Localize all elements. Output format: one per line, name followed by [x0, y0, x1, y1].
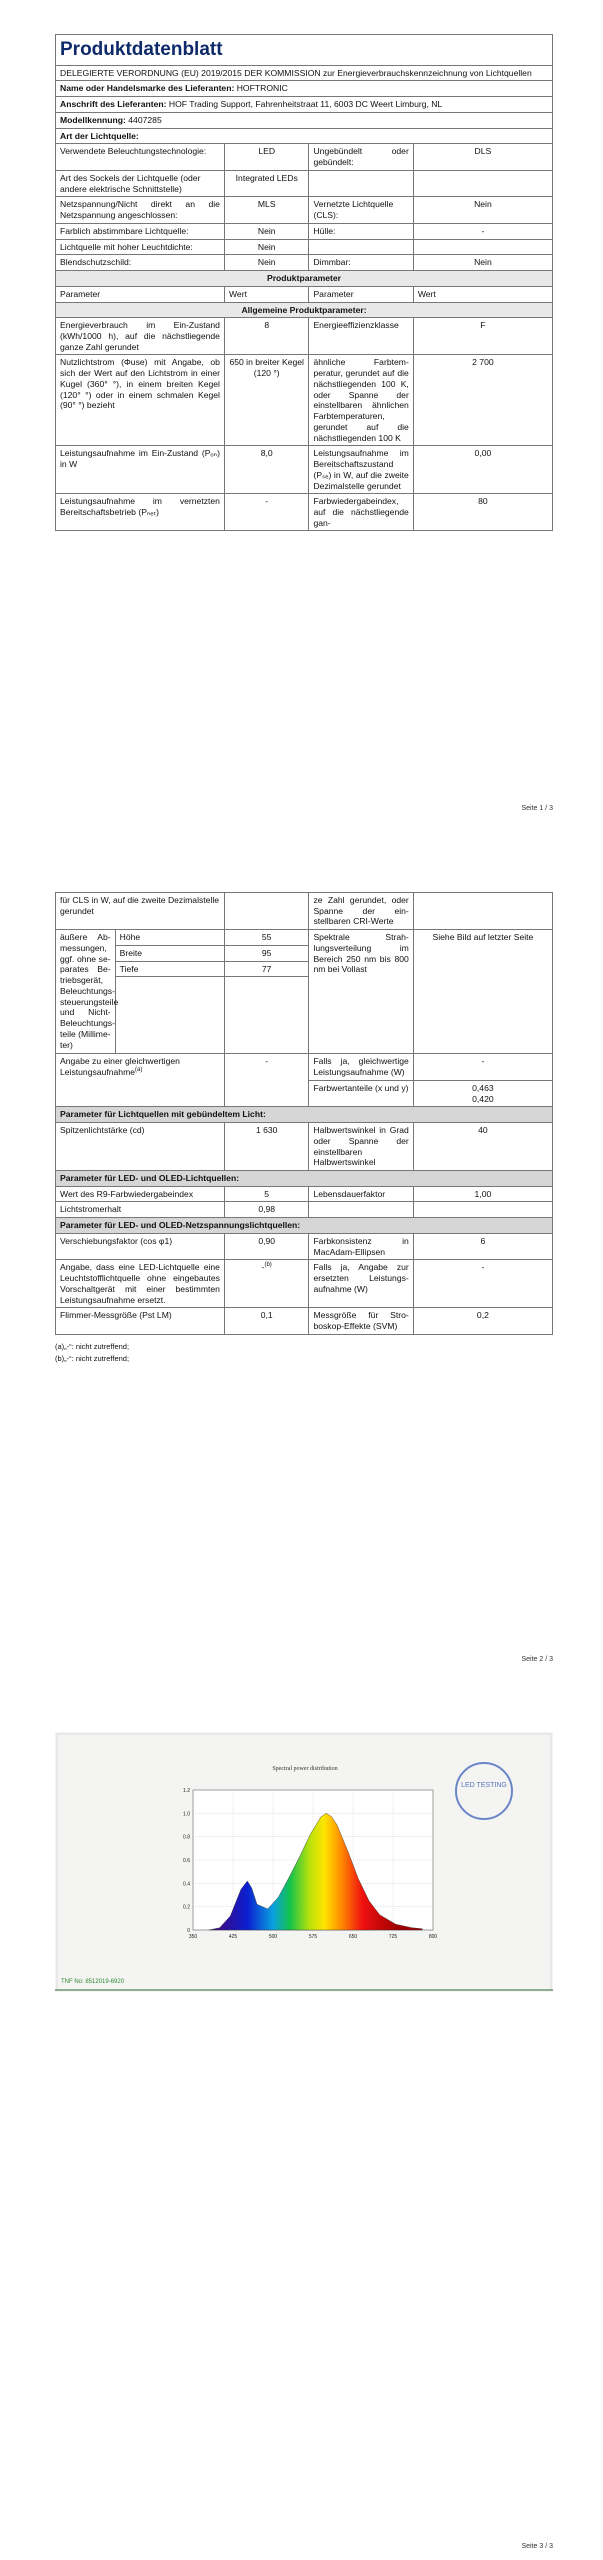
energy-class-label: Energieeffizienzklasse — [309, 318, 413, 355]
y-tick-label: 0.6 — [183, 1858, 190, 1864]
dimmable-value: Nein — [413, 255, 552, 271]
footnote-marker: (a) — [135, 1067, 143, 1074]
y-tick-label: 1.2 — [183, 1788, 190, 1794]
x-tick-label: 650 — [348, 1934, 358, 1940]
peak-intensity-value: 1 630 — [224, 1123, 308, 1171]
on-mode-power-label: Leistungsaufnahme im Ein-Zustand (Pₒₙ) in W — [56, 446, 225, 494]
lumen-maintenance-label: Lichtstromerhalt — [56, 1202, 225, 1218]
led-band: Parameter für LED- und OLED-Lichtquellen: — [56, 1171, 553, 1187]
table-row — [56, 1260, 553, 1308]
cap-label: Art des Sockels der Lichtquelle (oder andere elektrische Schnittstelle) — [56, 170, 225, 196]
report-footer: TNF No: 8512019-6920 — [61, 1979, 125, 1985]
survival-value: 1,00 — [413, 1186, 552, 1202]
useful-flux-label: Nutzlichtstrom (Φuse) mit Angabe, ob sich der Wert auf den Lichtstrom in einer Kugel (360° °), in einem breiten Kegel (120° °) oder in einem schmalen Kegel (90° °) bezieht — [56, 355, 225, 446]
empty-cell — [224, 893, 308, 930]
column-header: Parameter — [309, 286, 413, 302]
y-tick-label: 1.0 — [183, 1811, 190, 1818]
glare-value: Nein — [224, 255, 308, 271]
envelope-label: Hülle: — [309, 223, 413, 239]
supplier-row — [56, 81, 553, 97]
directional-value: DLS — [413, 144, 552, 170]
cls-value: Nein — [413, 197, 552, 223]
page-1 — [0, 0, 603, 820]
directional-band: Parameter für Lichtquellen mit gebündeltem Licht: — [56, 1107, 553, 1123]
equivalent-watt-value: - — [413, 1054, 552, 1080]
lumen-maintenance-value: 0,98 — [224, 1202, 308, 1218]
width-label: Breite — [115, 945, 224, 961]
table-row — [56, 170, 553, 196]
retrofit-value — [224, 1260, 308, 1308]
address-value: HOF Trading Support, Fahrenheitstraat 11, 6003 DC Weert Limburg, NL — [168, 99, 443, 110]
depth-label: Tiefe — [115, 961, 224, 977]
spectral-value: Siehe Bild auf letzter Seite — [413, 930, 552, 1054]
column-header: Wert — [224, 286, 308, 302]
cct-label: ähnliche Farbtemperatur, gerundet auf die nächstliegenden 100 K, oder Spanne der einstellbaren ähnlichen Farbtemperaturen, gerundet auf die nächstliegenden 100 K — [309, 355, 413, 446]
table-row — [56, 1054, 553, 1080]
footnote-b: (b)„-“: nicht zutreffend; — [55, 1353, 130, 1363]
footnote-marker: (b) — [264, 1262, 272, 1269]
empty-cell — [224, 977, 308, 1054]
networked-standby-value: - — [224, 494, 308, 531]
standby-power-label: Leistungsaufnahme im Bereitschaftszustand (Pₛₑ) in W, auf die zweite Dezimalstelle gerundet — [309, 446, 413, 494]
retrofit-watt-value: - — [413, 1260, 552, 1308]
mains-band: Parameter für LED- und OLED-Netzspannungslichtquellen: — [56, 1218, 553, 1234]
tech-label: Verwendete Beleuchtungstechnologie: — [56, 144, 225, 170]
y-tick-label: 0.8 — [183, 1834, 190, 1841]
survival-label: Lebensdauerfaktor — [309, 1186, 413, 1202]
chromaticity-x: 0,463 — [472, 1082, 494, 1093]
table-row — [56, 144, 553, 170]
on-mode-power-value: 8,0 — [224, 446, 308, 494]
general-parameters-band: Allgemeine Produktparameter: — [56, 302, 553, 318]
column-header: Parameter — [56, 286, 225, 302]
empty-cell — [309, 1202, 413, 1218]
address-label: Anschrift des Lieferanten: — [60, 99, 167, 110]
svm-label: Messgröße für Stroboskop-Effekte (SVM) — [309, 1308, 413, 1334]
table-row — [56, 197, 553, 223]
x-tick-label: 725 — [388, 1934, 398, 1940]
lab-seal-icon — [455, 1762, 513, 1820]
equivalent-power-text: Angabe zu einer gleichwertigen Leistungsaufnahme — [60, 1056, 180, 1078]
table-row — [56, 355, 553, 446]
cls-continuation: für CLS in W, auf die zweite Dezimalstelle gerundet — [56, 893, 225, 930]
cri-continuation: ze Zahl gerundet, oder Spanne der einstellbaren CRI-Werte — [309, 893, 413, 930]
table-header-row — [56, 286, 553, 302]
datasheet-page-1 — [55, 34, 553, 531]
datasheet-page-2 — [55, 892, 553, 1365]
x-tick-label: 425 — [228, 1934, 238, 1940]
table-row — [56, 1202, 553, 1218]
x-tick-label: 800 — [428, 1934, 438, 1940]
empty-cell — [309, 239, 413, 255]
cct-value: 2 700 — [413, 355, 552, 446]
depth-value: 77 — [224, 961, 308, 977]
hl-value: Nein — [224, 239, 308, 255]
energy-consumption-label: Energieverbrauch im Ein-Zustand (kWh/1000 h), auf die nächstliegende ganze Zahl gerundet — [56, 318, 225, 355]
model-label: Modellkennung: — [60, 114, 126, 125]
spectral-label: Spektrale Strahlungsverteilung im Bereich 250 nm bis 800 nm bei Vollast — [309, 930, 413, 1054]
tech-value: LED — [224, 144, 308, 170]
energy-class-value: F — [413, 318, 552, 355]
cls-label: Vernetzte Lichtquelle (CLS): — [309, 197, 413, 223]
lightsource-type-heading: Art der Lichtquelle: — [56, 128, 553, 144]
r9-label: Wert des R9-Farbwiedergabeindex — [56, 1186, 225, 1202]
beam-angle-value: 40 — [413, 1123, 552, 1171]
flicker-label: Flimmer-Messgröße (Pst LM) — [56, 1308, 225, 1334]
page-number: Seite 3 / 3 — [521, 2543, 553, 2550]
retrofit-label: Angabe, dass eine LED-Lichtquelle eine Leuchtstofflichtquelle ohne eingebautes Vorschaltgerät mit einer bestimmten Leistungsaufnahme ersetzt. — [56, 1260, 225, 1308]
model-value: 4407285 — [128, 114, 162, 125]
table-row — [56, 1233, 553, 1259]
table-row — [56, 893, 553, 930]
chromaticity-value — [413, 1080, 552, 1106]
tunable-label: Farblich abstimmbare Lichtquelle: — [56, 223, 225, 239]
energy-consumption-value: 8 — [224, 318, 308, 355]
equivalent-power-value: - — [224, 1054, 308, 1107]
empty-cell — [309, 170, 413, 196]
empty-cell — [115, 977, 224, 1054]
empty-cell — [413, 893, 552, 930]
macadam-value: 6 — [413, 1233, 552, 1259]
table-row — [56, 223, 553, 239]
cri-value: 80 — [413, 494, 552, 531]
cri-label: Farbwiedergabeindex, auf die nächstliegende gan- — [309, 494, 413, 531]
r9-value: 5 — [224, 1186, 308, 1202]
datasheet-header-table — [55, 34, 553, 531]
retrofit-value-text: - — [261, 1262, 265, 1273]
table-row — [56, 239, 553, 255]
envelope-value: - — [413, 223, 552, 239]
glare-label: Blendschutzschild: — [56, 255, 225, 271]
empty-cell — [413, 170, 552, 196]
displacement-factor-label: Verschiebungsfaktor (cos φ1) — [56, 1233, 225, 1259]
page-2 — [0, 880, 603, 1680]
seal-text: LED TESTING — [461, 1782, 507, 1789]
beam-angle-label: Halbwertswinkel in Grad oder Spanne der einstellbaren Halbwertswinkel — [309, 1123, 413, 1171]
spectral-power-chart — [155, 1760, 455, 1960]
standby-power-value: 0,00 — [413, 446, 552, 494]
y-tick-label: 0.2 — [183, 1904, 190, 1911]
regulation-text: DELEGIERTE VERORDNUNG (EU) 2019/2015 DER KOMMISSION zur Energieverbrauchskennzeichnung von Lichtquellen — [56, 65, 553, 81]
page-number: Seite 2 / 3 — [521, 1656, 553, 1663]
mains-label: Netzspannung/Nicht direkt an die Netzspannung angeschlossen: — [56, 197, 225, 223]
table-row — [56, 318, 553, 355]
table-row — [56, 255, 553, 271]
table-row — [56, 1123, 553, 1171]
displacement-factor-value: 0,90 — [224, 1233, 308, 1259]
dimmable-label: Dimmbar: — [309, 255, 413, 271]
chromaticity-y: 0,420 — [472, 1093, 494, 1104]
table-row — [56, 1308, 553, 1334]
tunable-value: Nein — [224, 223, 308, 239]
height-label: Höhe — [115, 930, 224, 946]
column-header: Wert — [413, 286, 552, 302]
mains-value: MLS — [224, 197, 308, 223]
empty-cell — [413, 1202, 552, 1218]
equivalent-power-label — [56, 1054, 225, 1107]
empty-cell — [413, 239, 552, 255]
x-tick-label: 350 — [188, 1934, 198, 1940]
equivalent-watt-label: Falls ja, gleichwertige Leistungsaufnahme (W) — [309, 1054, 413, 1080]
spectrum-report-image — [55, 1732, 553, 1992]
datasheet-continuation-table — [55, 892, 553, 1335]
directional-label: Ungebündelt oder gebündelt: — [309, 144, 413, 170]
product-parameters-band: Produktparameter — [56, 271, 553, 287]
retrofit-watt-label: Falls ja, Angabe zur ersetzten Leistungsaufnahme (W) — [309, 1260, 413, 1308]
supplier-label: Name oder Handelsmarke des Lieferanten: — [60, 83, 235, 94]
macadam-label: Farbkonsistenz in MacAdam-Ellipsen — [309, 1233, 413, 1259]
svm-value: 0,2 — [413, 1308, 552, 1334]
supplier-value: HOFTRONIC — [236, 83, 288, 94]
x-tick-label: 575 — [308, 1934, 318, 1940]
dimensions-label: äußere Abmessungen, ggf. ohne separates Betriebsgerät, Beleuchtungssteuerungsteile und Nicht-Beleuchtungsteile (Millimeter) — [56, 930, 116, 1054]
y-tick-label: 0 — [187, 1928, 190, 1934]
useful-flux-value: 650 in breiter Kegel (120 °) — [224, 355, 308, 446]
page-3 — [0, 1720, 603, 2560]
footnotes — [55, 1341, 553, 1365]
y-tick-label: 0.4 — [183, 1881, 190, 1888]
hl-label: Lichtquelle mit hoher Leuchtdichte: — [56, 239, 225, 255]
chromaticity-label: Farbwertanteile (x und y) — [309, 1080, 413, 1106]
networked-standby-label: Leistungsaufnahme im vernetzten Bereitschaftsbetrieb (Pₙₑₜ) — [56, 494, 225, 531]
x-tick-label: 500 — [268, 1934, 278, 1940]
height-value: 55 — [224, 930, 308, 946]
footnote-a: (a)„-“: nicht zutreffend; — [55, 1341, 130, 1351]
table-row — [56, 494, 553, 531]
peak-intensity-label: Spitzenlichtstärke (cd) — [56, 1123, 225, 1171]
doc-title: Produktdatenblatt — [56, 35, 553, 66]
table-row — [56, 1186, 553, 1202]
model-row — [56, 112, 553, 128]
width-value: 95 — [224, 945, 308, 961]
cap-value: Integrated LEDs — [224, 170, 308, 196]
address-row — [56, 97, 553, 113]
table-row — [56, 446, 553, 494]
chart-title: Spectral power distribution — [272, 1766, 338, 1772]
table-row — [56, 930, 553, 946]
flicker-value: 0,1 — [224, 1308, 308, 1334]
page-number: Seite 1 / 3 — [521, 805, 553, 812]
